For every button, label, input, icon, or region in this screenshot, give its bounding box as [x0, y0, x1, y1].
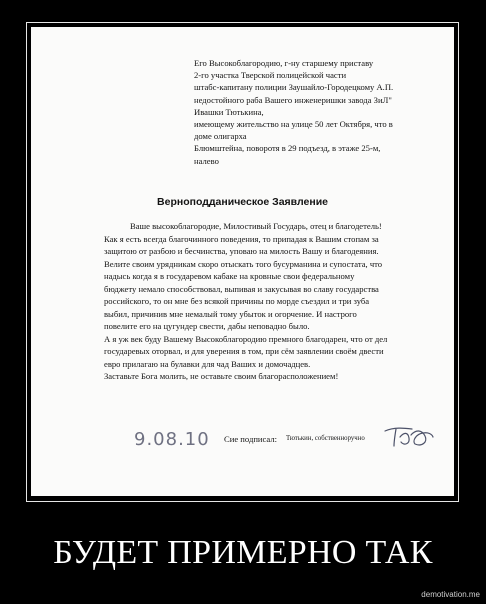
body-line: Как я есть всегда благочинного поведения, то припадая к Вашим стопам за — [104, 233, 379, 244]
body-line: Ваше высокоблагородие, Милостивый Государь, отец и благодетель! — [130, 221, 382, 231]
poster-caption: БУДЕТ ПРИМЕРНО ТАК — [53, 534, 433, 571]
body-line: бюджету немало способствовал, выпивая и закусывая во славу государства — [104, 283, 379, 294]
address-line: налево — [194, 155, 219, 166]
body-line: Велите своим урядникам скоро отыскать того бусурманина и супостата, что — [104, 258, 383, 269]
letter-paper — [31, 27, 454, 496]
address-line: штабс-капитану полиции Заушайло-Городецкому А.П. — [194, 82, 394, 93]
signature-label: Сие подписал: — [224, 434, 277, 444]
address-line: Ивашки Тютькина, — [194, 106, 264, 117]
handwritten-date: 9.08.10 — [134, 429, 210, 450]
body-line: повелите его на цугундер свести, дабы неповадно было. — [104, 321, 310, 331]
body-line: евро прилагаю на булавки для чад Ваших и домочадцев. — [104, 358, 311, 369]
site-watermark: demotivation.me — [421, 590, 480, 599]
address-line: имеющему жительство на улице 50 лет Октября, что в — [194, 119, 393, 130]
handwritten-signature — [382, 423, 434, 449]
address-line: Его Высокоблагородию, г-ну старшему приставу — [194, 58, 374, 68]
letter-title: Верноподданическое Заявление — [157, 196, 328, 208]
address-line: недостойного раба Вашего инженеришки завода ЗиЛ" — [194, 94, 392, 105]
body-line: выбил, причинив мне немалый тому убыток и огорчение. И настрого — [104, 308, 357, 319]
body-line: надысь когда я в государевом кабаке на кровные свои федеральному — [104, 271, 355, 281]
address-line: Блюмштейна, поворотя в 29 подъезд, в этаже 25-м, — [194, 143, 381, 154]
body-line: защитою от разбою и бесчинства, уповаю на милость Вашу и благодеяния. — [104, 246, 379, 256]
body-line: Заставьте Бога молить, не оставьте своим благорасположением! — [104, 371, 339, 381]
address-line: 2-го участка Тверской полицейской части — [194, 70, 347, 81]
signature-name: Тютькин, собственноручно — [286, 435, 365, 442]
letter-body — [104, 220, 449, 383]
address-block — [194, 57, 439, 167]
body-line: российского, то он мне без всякой причины по морде съездил и три зуба — [104, 296, 370, 306]
body-line: А я уж век буду Вашему Высокоблагородию премного благодарен, что от дел — [104, 333, 388, 344]
body-line: государевых оторвал, и для уверения в том, при сём заявлении своём двести — [104, 346, 384, 356]
address-line: доме олигарха — [194, 131, 247, 142]
